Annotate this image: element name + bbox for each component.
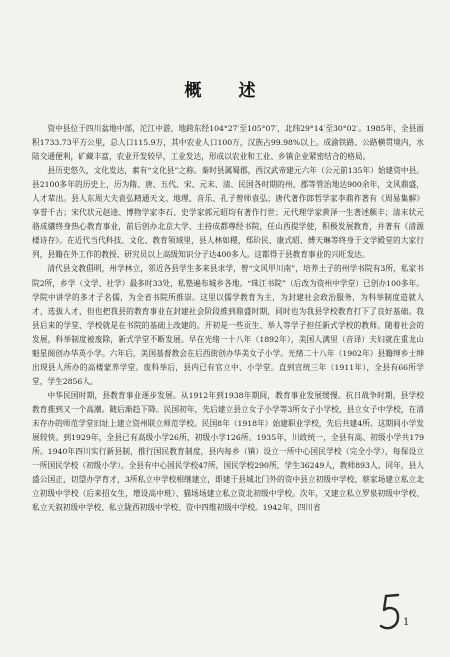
page-number: 1 <box>403 617 410 628</box>
handwritten-mark-icon <box>376 590 406 636</box>
page-title: 概 述 <box>184 81 266 101</box>
paragraph-history: 县历史悠久，文化发达，素有“文化县”之称。秦时县属蜀郡，西汉武帝建元六年（公元前135年）始建资中县。县2100多年的历史上，历为隋、唐、五代、宋、元末、清、民国各时期的州、郡等管治地达900余年，文风鼎盛，人才辈出。县人东周大夫袁弘精通天文、地理、音乐、孔子曾师袁弘；唐代著作郎哲学家李鼎祚著有《周易集解》享誉千古；宋代状元赵逵、博物学家李石、史学家郭元昭均有著作行世；元代理学家黄泽一生著述颇丰；清末状元骆成骧终身热心教育事业，前后创办北京大学、主持成都尊经书院，任山西提学使，积极发展教育，并著有《清源楼诗存》。在近代当代科技、文化、教育领域里，县人林如稷、郑玠民、康式昭、傅天琳等终身于文学殿堂的大家行列，县籍在外工作的教授、研究员以上高级知识分子达400多人。这都得于县教育事业的兴旺发达。 <box>32 166 424 260</box>
paragraph-geography: 资中县位于四川盆地中部，沱江中游，地跨东经104°27′至105°07′，北纬29°14′至30°02′。1985年，全县面积1733.73平方公里，总人口115.9万，其中农业人口100万，汉族占99.98%以上。成渝铁路、公路横贯境内，水陆交通便利，矿藏丰富，农业开发较早，工业发达，形成以农业和工业、乡镇企业紧密结合的格局。 <box>32 124 424 162</box>
body-text <box>32 122 424 515</box>
paragraph-republic-education: 中华民国时期，县教育事业逐步发展。从1912年到1938年期间，教育事业发展缓慢。抗日战争时期，县学校教育推到又一个高潮。随后渐趋下降。民国初年，先后建立县立女子小学等3所女子小学校，县立女子中学校，在清末存办的师范学堂旧址上建立资州联立师范学校。民国8年（1918年）始建职业学校，先后共建4所。这期间小学发展较快。到1929年，全县已有高级小学26所，初级小学126所。1935年，川政统一，全县有高、初级小学共179所。1940年四川实行新县制，推行国民教育制度，县内每乡（镇）设立一所中心国民学校（完全小学），每保设立一所国民学校（初级小学）。全县有中心国民学校47所，国民学校290所，学生36249人，教师893人。同年，县人盛公国正，切望办学育才，3所私立中学校相继建立，即建于县城北门外的资中县立初级中学校、蔡家场建立私立北立初级中学校（后来招女生，增设高中班）、猫场场建立私立资北初级中学校。次年，又建立私立罗泉初级中学校、私立天叙初级中学校、私立陇西初级中学校、资中四维初级中学校。1942年，四川省 <box>32 390 424 513</box>
paragraph-qing-education: 清代县文教倡明，州学林立，邻近各县学生多来县求学，曾“文风甲川南”，培养土子的州学书院有3所，私家书院2所，乡学（文学、社学）最多时33处，私塾遍布城乡各地。“珠江书院”（后改为资州中学堂）已创办100多年。学院中讲学的多才子名儒，为全省书院所推崇。这里以儒学教育为主，为封建社会政治服务，为科举制度造就人才，选拔人才，但也把我县的教育事业在封建社会阶段推到鼎盛时期，同时也为我县学校教育打下了良好基础。我县后来的学堂、学校就是在书院的基础上改建的。开初是一些贡生、举人等学子担任新式学校的教师。随着社会的发展，科举制度被废除，新式学堂不断发展。早在光绪一十八年（1892年），美国人满里（音译）夫妇就在重龙山魁星阁创办华英小学。六年后，美国基督教会在后西街创办华美女子小学。光绪二十八年（1902年）县籍绅乡士绅出现县人所办的高楼蒙养学堂。废科举后，县内已有官立中、小学堂。直到宣统三年（1911年），全县有66所学堂，学生2856人。 <box>32 264 424 386</box>
